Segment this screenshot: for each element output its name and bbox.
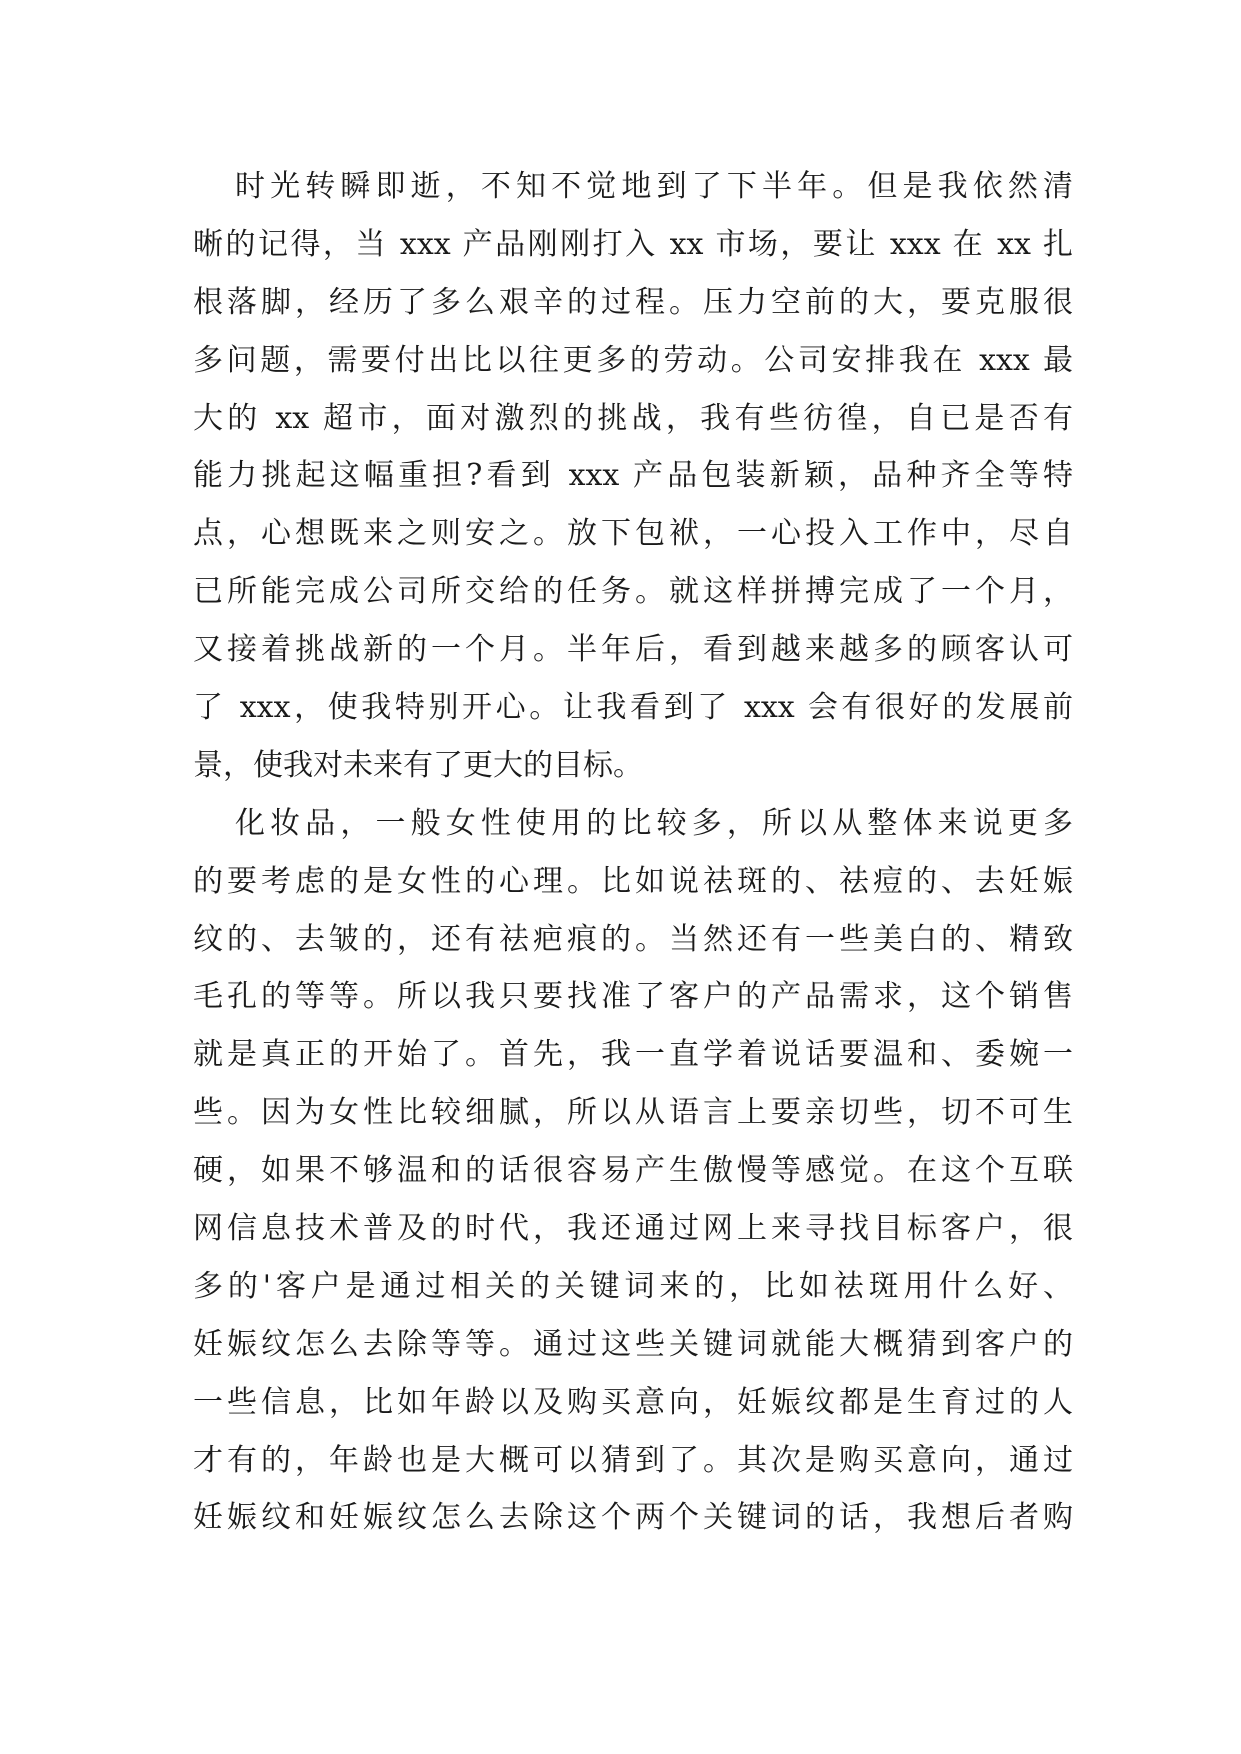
text-line: 又接着挑战新的一个月。半年后，看到越来越多的顾客认可 [193,632,1073,668]
text-line: 能力挑起这幅重担?看到 xxx 产品包装新颖，品种齐全等特 [193,458,1073,494]
text-line: 点，心想既来之则安之。放下包袱，一心投入工作中，尽自 [193,516,1073,552]
text-line: 妊娠纹和妊娠纹怎么去除这个两个关键词的话，我想后者购 [193,1500,1073,1536]
text-line: 毛孔的等等。所以我只要找准了客户的产品需求，这个销售 [193,979,1073,1015]
text-line: 就是真正的开始了。首先，我一直学着说话要温和、委婉一 [193,1037,1073,1073]
text-line: 硬，如果不够温和的话很容易产生傲慢等感觉。在这个互联 [193,1153,1073,1189]
text-line: 了 xxx，使我特别开心。让我看到了 xxx 会有很好的发展前 [193,690,1073,726]
text-line: 化妆品，一般女性使用的比较多，所以从整体来说更多 [235,805,1073,841]
text-line: 根落脚，经历了多么艰辛的过程。压力空前的大，要克服很 [193,284,1073,320]
text-line: 大的 xx 超市，面对激烈的挑战，我有些彷徨，自已是否有 [193,400,1073,436]
text-line: 的要考虑的是女性的心理。比如说祛斑的、祛痘的、去妊娠 [193,863,1073,899]
text-line: 一些信息，比如年龄以及购买意向，妊娠纹都是生育过的人 [193,1384,1073,1420]
text-line: 些。因为女性比较细腻，所以从语言上要亲切些，切不可生 [193,1095,1073,1131]
text-line: 时光转瞬即逝，不知不觉地到了下半年。但是我依然清 [235,169,1073,204]
text-line: 晰的记得，当 xxx 产品刚刚打入 xx 市场，要让 xxx 在 xx 扎 [193,226,1073,262]
text-line: 网信息技术普及的时代，我还通过网上来寻找目标客户，很 [193,1211,1073,1247]
text-line: 妊娠纹怎么去除等等。通过这些关键词就能大概猜到客户的 [193,1326,1073,1362]
text-line: 多的'客户是通过相关的关键词来的，比如祛斑用什么好、 [193,1268,1073,1304]
text-line: 纹的、去皱的，还有祛疤痕的。当然还有一些美白的、精致 [193,921,1073,957]
text-line: 多问题，需要付出比以往更多的劳动。公司安排我在 xxx 最 [193,342,1073,378]
text-line: 景，使我对未来有了更大的目标。 [193,747,643,783]
text-line: 才有的，年龄也是大概可以猜到了。其次是购买意向，通过 [193,1442,1073,1478]
body-text [193,158,1073,1547]
text-line: 已所能完成公司所交给的任务。就这样拼搏完成了一个月， [193,574,1073,610]
